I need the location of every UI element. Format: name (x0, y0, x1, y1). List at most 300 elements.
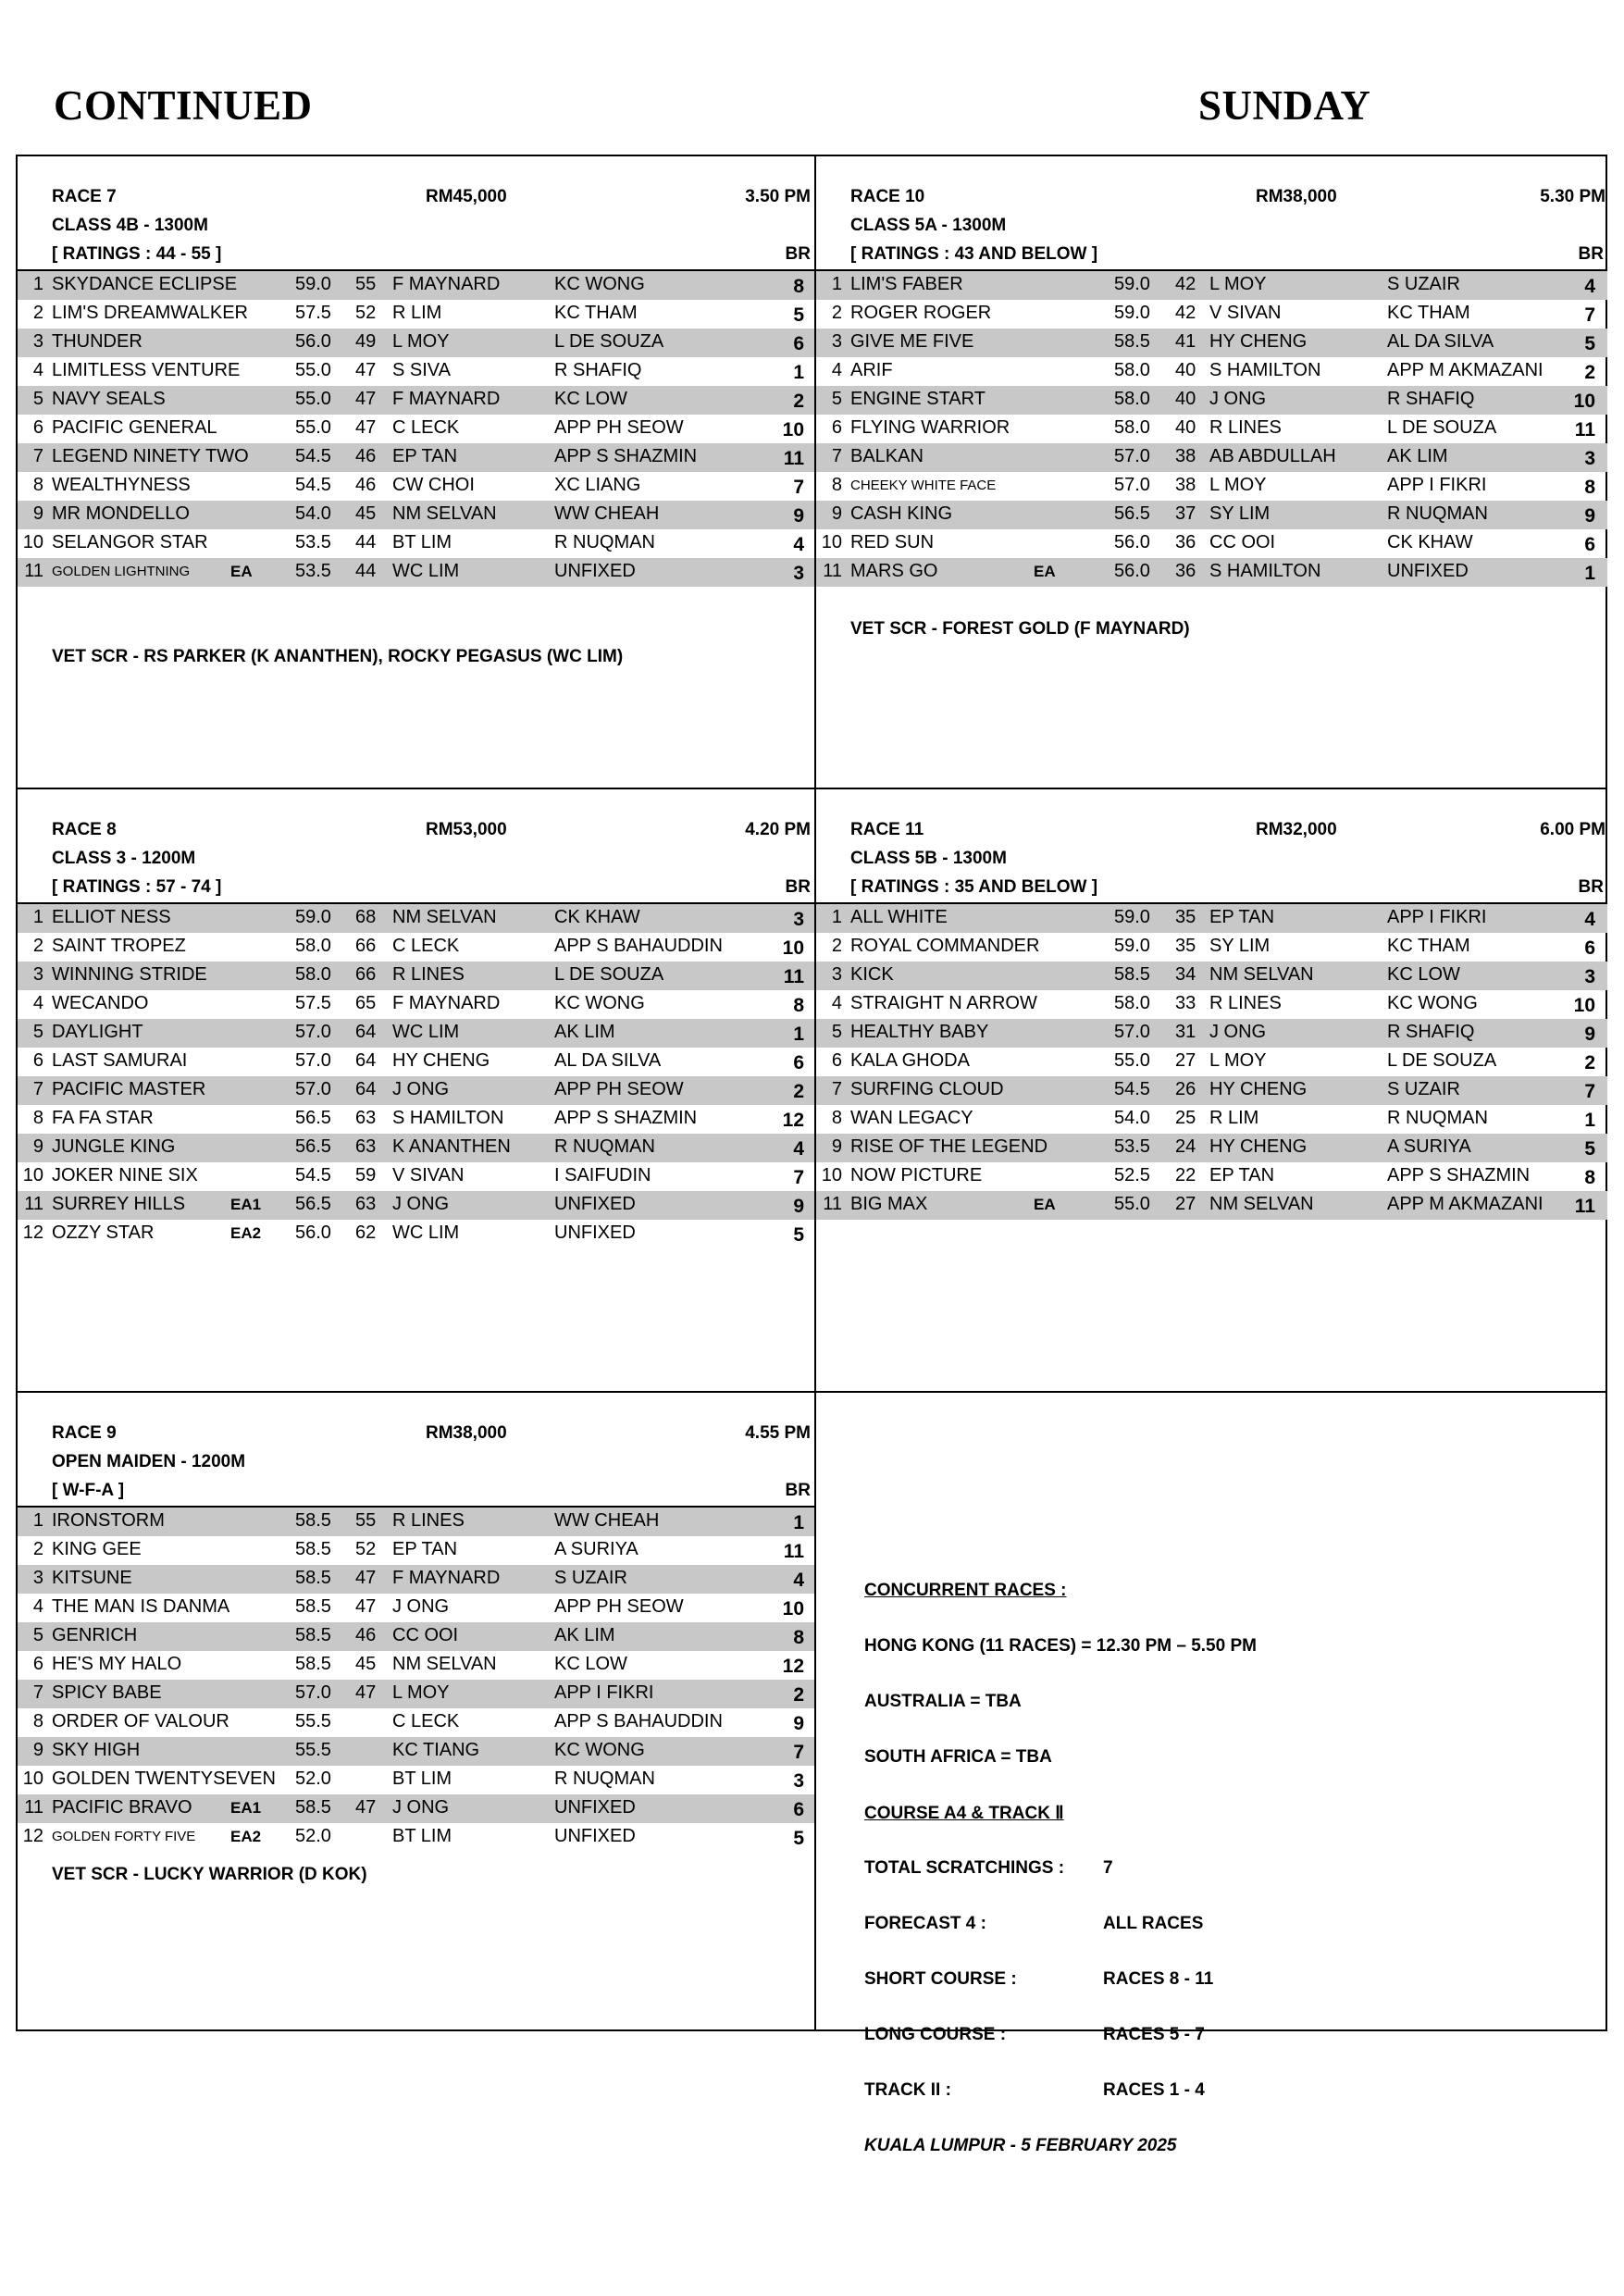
handicap-weight: 57.0 (295, 1050, 331, 1071)
concurrent-races-heading: CONCURRENT RACES : (864, 1581, 1067, 1600)
runner-number: 5 (32, 1625, 43, 1645)
race-ratings: [ RATINGS : 57 - 74 ] (52, 877, 222, 897)
runner-row (18, 300, 814, 329)
handicap-weight: 59.0 (1114, 936, 1150, 956)
barrier-draw: 9 (793, 505, 804, 527)
entry-alert-tag: EA (230, 563, 253, 580)
barrier-draw: 2 (1584, 362, 1595, 383)
runner-number: 11 (24, 1797, 43, 1818)
runner-row (816, 443, 1607, 472)
runner-number: 4 (831, 993, 842, 1013)
horse-name: GIVE ME FIVE (850, 331, 974, 352)
runner-row (18, 1823, 814, 1852)
horse-rating: 41 (1175, 331, 1196, 352)
jockey-name: J ONG (392, 1194, 450, 1214)
runner-number: 5 (831, 1022, 842, 1042)
handicap-weight: 57.0 (295, 1682, 331, 1703)
race-prize: RM32,000 (1256, 820, 1337, 839)
barrier-draw: 10 (1573, 995, 1595, 1016)
jockey-name: R LIM (392, 303, 442, 323)
handicap-weight: 57.0 (1114, 1022, 1150, 1042)
runner-row (816, 1076, 1607, 1105)
handicap-weight: 57.0 (1114, 446, 1150, 466)
trainer-name: R NUQMAN (554, 1136, 655, 1157)
barrier-draw: 11 (1574, 1196, 1595, 1217)
horse-name: ROGER ROGER (850, 303, 992, 323)
barrier-draw: 4 (793, 1570, 804, 1591)
handicap-weight: 54.5 (295, 1165, 331, 1185)
trainer-name: APP S SHAZMIN (554, 1108, 698, 1128)
handicap-weight: 57.5 (295, 303, 331, 323)
handicap-weight: 56.5 (295, 1108, 331, 1128)
horse-name: DAYLIGHT (52, 1022, 143, 1042)
handicap-weight: 58.0 (295, 936, 331, 956)
handicap-weight: 58.5 (295, 1539, 331, 1559)
barrier-column-label: BR (785, 1481, 811, 1500)
trainer-name: R SHAFIQ (1387, 1022, 1475, 1042)
horse-name: BIG MAX (850, 1194, 928, 1214)
jockey-name: L MOY (392, 331, 450, 352)
horse-rating: 46 (355, 446, 377, 466)
horse-name: GENRICH (52, 1625, 138, 1645)
runner-list (18, 1506, 814, 1852)
horse-rating: 34 (1175, 964, 1196, 985)
horse-name: IRONSTORM (52, 1510, 165, 1531)
barrier-draw: 1 (1584, 563, 1595, 584)
runner-row (18, 386, 814, 415)
race-number: RACE 11 (850, 820, 924, 839)
long-course-value: RACES 5 - 7 (1103, 2025, 1205, 2044)
horse-rating: 65 (355, 993, 377, 1013)
runner-number: 8 (32, 1108, 43, 1128)
runner-number: 9 (32, 503, 43, 524)
long-course-label: LONG COURSE : (864, 2025, 1007, 2044)
handicap-weight: 52.0 (295, 1826, 331, 1846)
runner-number: 4 (32, 1596, 43, 1617)
race-time: 3.50 PM (745, 187, 811, 206)
header-continued: CONTINUED (54, 82, 313, 129)
trainer-name: S UZAIR (1387, 274, 1460, 294)
trainer-name: APP PH SEOW (554, 417, 684, 438)
race-prize: RM53,000 (426, 820, 507, 839)
horse-name: LIM'S DREAMWALKER (52, 303, 249, 323)
barrier-draw: 7 (793, 1742, 804, 1763)
runner-row (18, 962, 814, 990)
runner-number: 11 (24, 1194, 43, 1214)
handicap-weight: 53.5 (1114, 1136, 1150, 1157)
handicap-weight: 57.5 (295, 993, 331, 1013)
runner-number: 5 (32, 389, 43, 409)
runner-number: 6 (32, 417, 43, 438)
course-track-line: COURSE A4 & TRACK Ⅱ (864, 1804, 1064, 1823)
horse-name: GOLDEN LIGHTNING (52, 564, 191, 579)
runner-row (816, 558, 1607, 587)
barrier-draw: 10 (782, 937, 804, 959)
runner-number: 9 (32, 1740, 43, 1760)
horse-name: FLYING WARRIOR (850, 417, 1010, 438)
barrier-draw: 12 (782, 1656, 804, 1677)
horse-name: LIMITLESS VENTURE (52, 360, 241, 380)
runner-row (18, 558, 814, 587)
info-panel (816, 1393, 1607, 2155)
horse-rating: 55 (355, 274, 377, 294)
horse-rating: 40 (1175, 417, 1196, 438)
horse-name: HEALTHY BABY (850, 1022, 989, 1042)
trainer-name: R NUQMAN (1387, 503, 1488, 524)
horse-rating: 68 (355, 907, 377, 927)
horse-rating: 40 (1175, 389, 1196, 409)
runner-number: 4 (831, 360, 842, 380)
runner-row (18, 990, 814, 1019)
handicap-weight: 56.0 (1114, 532, 1150, 552)
trainer-name: S UZAIR (1387, 1079, 1460, 1099)
trainer-name: UNFIXED (1387, 561, 1469, 581)
handicap-weight: 59.0 (1114, 303, 1150, 323)
track-label: TRACK II : (864, 2080, 951, 2100)
jockey-name: S HAMILTON (392, 1108, 504, 1128)
trainer-name: KC THAM (1387, 936, 1470, 956)
barrier-draw: 3 (793, 1770, 804, 1792)
jockey-name: NM SELVAN (392, 503, 497, 524)
runner-number: 12 (22, 1826, 43, 1846)
handicap-weight: 55.0 (1114, 1050, 1150, 1071)
jockey-name: S SIVA (392, 360, 451, 380)
runner-number: 11 (823, 1194, 842, 1214)
barrier-draw: 3 (1584, 966, 1595, 987)
runner-number: 4 (32, 360, 43, 380)
entry-alert-tag: EA1 (230, 1196, 262, 1213)
barrier-draw: 3 (793, 909, 804, 930)
trainer-name: UNFIXED (554, 561, 636, 581)
runner-row (18, 529, 814, 558)
trainer-name: APP M AKMAZANI (1387, 1194, 1543, 1214)
trainer-name: L DE SOUZA (554, 331, 664, 352)
horse-name: PACIFIC GENERAL (52, 417, 217, 438)
handicap-weight: 54.0 (1114, 1108, 1150, 1128)
handicap-weight: 55.0 (295, 389, 331, 409)
jockey-name: CC OOI (392, 1625, 459, 1645)
trainer-name: APP I FIKRI (1387, 907, 1487, 927)
jockey-name: EP TAN (1209, 907, 1275, 927)
jockey-name: NM SELVAN (1209, 964, 1314, 985)
horse-name: WAN LEGACY (850, 1108, 973, 1128)
horse-name: LAST SAMURAI (52, 1050, 188, 1071)
barrier-column-label: BR (1578, 244, 1604, 264)
trainer-name: KC WONG (1387, 993, 1478, 1013)
trainer-name: A SURIYA (1387, 1136, 1471, 1157)
race-number: RACE 7 (52, 187, 117, 206)
trainer-name: KC WONG (554, 274, 645, 294)
runner-row (18, 1105, 814, 1134)
horse-rating: 66 (355, 964, 377, 985)
barrier-draw: 5 (1584, 1138, 1595, 1160)
runner-number: 6 (32, 1654, 43, 1674)
trainer-name: KC WONG (554, 993, 645, 1013)
runner-number: 7 (831, 446, 842, 466)
trainer-name: KC THAM (554, 303, 638, 323)
horse-rating: 31 (1175, 1022, 1196, 1042)
handicap-weight: 57.0 (295, 1079, 331, 1099)
race-class: CLASS 3 - 1200M (52, 849, 196, 868)
jockey-name: F MAYNARD (392, 274, 501, 294)
handicap-weight: 58.5 (295, 1797, 331, 1818)
horse-name: ENGINE START (850, 389, 986, 409)
race-number: RACE 10 (850, 187, 925, 206)
horse-name: ROYAL COMMANDER (850, 936, 1040, 956)
jockey-name: J ONG (1209, 389, 1267, 409)
jockey-name: HY CHENG (1209, 1136, 1308, 1157)
runner-number: 12 (22, 1222, 43, 1243)
trainer-name: CK KHAW (1387, 532, 1473, 552)
trainer-name: KC LOW (1387, 964, 1460, 985)
horse-name: NAVY SEALS (52, 389, 166, 409)
handicap-weight: 56.5 (295, 1194, 331, 1214)
runner-number: 8 (32, 1711, 43, 1731)
runner-number: 8 (831, 1108, 842, 1128)
jockey-name: NM SELVAN (392, 907, 497, 927)
horse-name: MR MONDELLO (52, 503, 190, 524)
horse-rating: 64 (355, 1050, 377, 1071)
handicap-weight: 55.0 (295, 360, 331, 380)
barrier-draw: 7 (1584, 1081, 1595, 1102)
trainer-name: KC THAM (1387, 303, 1470, 323)
entry-alert-tag: EA (1034, 563, 1056, 580)
jockey-name: SY LIM (1209, 936, 1271, 956)
horse-name: KALA GHODA (850, 1050, 970, 1071)
horse-rating: 66 (355, 936, 377, 956)
jockey-name: J ONG (392, 1797, 450, 1818)
race-ratings: [ RATINGS : 44 - 55 ] (52, 244, 222, 264)
runner-number: 3 (831, 331, 842, 352)
trainer-name: L DE SOUZA (1387, 417, 1497, 438)
handicap-weight: 56.5 (1114, 503, 1150, 524)
barrier-draw: 8 (793, 276, 804, 297)
barrier-draw: 2 (793, 391, 804, 412)
horse-name: RISE OF THE LEGEND (850, 1136, 1048, 1157)
runner-row (816, 1162, 1607, 1191)
runner-row (18, 1191, 814, 1220)
horse-rating: 63 (355, 1194, 377, 1214)
runner-row (18, 329, 814, 357)
race-header (816, 187, 1607, 216)
barrier-draw: 9 (793, 1196, 804, 1217)
race-time: 4.20 PM (745, 820, 811, 839)
jockey-name: F MAYNARD (392, 389, 501, 409)
racecard-grid (16, 155, 1607, 2155)
runner-number: 10 (22, 1165, 43, 1185)
barrier-draw: 1 (1584, 1110, 1595, 1131)
jockey-name: C LECK (392, 1711, 460, 1731)
handicap-weight: 55.5 (295, 1740, 331, 1760)
trainer-name: WW CHEAH (554, 1510, 660, 1531)
vet-scratching-note: VET SCR - RS PARKER (K ANANTHEN), ROCKY PEGASUS (WC LIM) (52, 647, 624, 666)
trainer-name: R SHAFIQ (554, 360, 642, 380)
trainer-name: APP I FIKRI (1387, 475, 1487, 495)
trainer-name: R NUQMAN (1387, 1108, 1488, 1128)
horse-rating: 35 (1175, 936, 1196, 956)
jockey-name: CC OOI (1209, 532, 1276, 552)
horse-rating: 63 (355, 1108, 377, 1128)
horse-name: RED SUN (850, 532, 935, 552)
runner-row (18, 1680, 814, 1708)
short-course-label: SHORT COURSE : (864, 1969, 1017, 1989)
barrier-draw: 3 (793, 563, 804, 584)
jockey-name: F MAYNARD (392, 1568, 501, 1588)
jockey-name: S HAMILTON (1209, 561, 1321, 581)
runner-row (816, 1191, 1607, 1220)
runner-row (18, 1622, 814, 1651)
jockey-name: EP TAN (392, 446, 458, 466)
race-9-panel (18, 1393, 814, 2031)
horse-rating: 46 (355, 475, 377, 495)
jockey-name: EP TAN (392, 1539, 458, 1559)
race-time: 6.00 PM (1540, 820, 1605, 839)
runner-list (18, 902, 814, 1248)
horse-rating: 52 (355, 1539, 377, 1559)
handicap-weight: 53.5 (295, 561, 331, 581)
handicap-weight: 53.5 (295, 532, 331, 552)
trainer-name: APP I FIKRI (554, 1682, 654, 1703)
race-11-panel (816, 789, 1607, 1391)
trainer-name: APP PH SEOW (554, 1596, 684, 1617)
entry-alert-tag: EA2 (230, 1224, 262, 1242)
trainer-name: I SAIFUDIN (554, 1165, 651, 1185)
runner-number: 6 (831, 417, 842, 438)
race-7-panel (18, 156, 814, 788)
runner-row (18, 1766, 814, 1794)
horse-name: LIM'S FABER (850, 274, 963, 294)
runner-number: 1 (32, 1510, 43, 1531)
runner-number: 1 (831, 907, 842, 927)
horse-name: WINNING STRIDE (52, 964, 207, 985)
jockey-name: EP TAN (1209, 1165, 1275, 1185)
race-prize: RM38,000 (426, 1423, 507, 1443)
runner-row (18, 501, 814, 529)
hong-kong-line: HONG KONG (11 RACES) = 12.30 PM – 5.50 PM (864, 1636, 1257, 1656)
header-day: SUNDAY (1198, 82, 1371, 129)
barrier-draw: 11 (783, 966, 804, 987)
handicap-weight: 55.5 (295, 1711, 331, 1731)
race-ratings: [ RATINGS : 35 AND BELOW ] (850, 877, 1098, 897)
handicap-weight: 55.0 (1114, 1194, 1150, 1214)
runner-row (816, 990, 1607, 1019)
jockey-name: K ANANTHEN (392, 1136, 511, 1157)
barrier-draw: 6 (1584, 937, 1595, 959)
handicap-weight: 58.5 (295, 1596, 331, 1617)
race-time: 4.55 PM (745, 1423, 811, 1443)
horse-rating: 47 (355, 389, 377, 409)
barrier-draw: 6 (793, 1799, 804, 1820)
trainer-name: UNFIXED (554, 1194, 636, 1214)
forecast-label: FORECAST 4 : (864, 1914, 986, 1933)
barrier-draw: 10 (782, 1598, 804, 1620)
runner-number: 2 (32, 936, 43, 956)
barrier-draw: 4 (1584, 909, 1595, 930)
runner-number: 3 (831, 964, 842, 985)
entry-alert-tag: EA1 (230, 1799, 262, 1817)
entry-alert-tag: EA (1034, 1196, 1056, 1213)
vet-scratching-note: VET SCR - FOREST GOLD (F MAYNARD) (850, 619, 1190, 639)
handicap-weight: 58.0 (1114, 417, 1150, 438)
trainer-name: APP S SHAZMIN (554, 446, 698, 466)
horse-rating: 45 (355, 503, 377, 524)
handicap-weight: 58.5 (295, 1654, 331, 1674)
runner-number: 2 (32, 303, 43, 323)
runner-row (816, 271, 1607, 300)
horse-name: GOLDEN FORTY FIVE (52, 1829, 196, 1844)
horse-rating: 47 (355, 1596, 377, 1617)
horse-name: ALL WHITE (850, 907, 948, 927)
jockey-name: BT LIM (392, 532, 452, 552)
jockey-name: HY CHENG (1209, 331, 1308, 352)
barrier-draw: 9 (1584, 505, 1595, 527)
horse-rating: 27 (1175, 1194, 1196, 1214)
runner-row (18, 1708, 814, 1737)
barrier-draw: 2 (1584, 1052, 1595, 1074)
race-number: RACE 9 (52, 1423, 117, 1443)
horse-rating: 26 (1175, 1079, 1196, 1099)
barrier-draw: 9 (793, 1713, 804, 1734)
trainer-name: AK LIM (554, 1625, 615, 1645)
jockey-name: BT LIM (392, 1826, 452, 1846)
handicap-weight: 54.0 (295, 503, 331, 524)
jockey-name: CW CHOI (392, 475, 475, 495)
australia-line: AUSTRALIA = TBA (864, 1692, 1022, 1711)
trainer-name: UNFIXED (554, 1826, 636, 1846)
runner-number: 11 (823, 561, 842, 581)
horse-rating: 55 (355, 1510, 377, 1531)
handicap-weight: 59.0 (1114, 907, 1150, 927)
runner-number: 11 (24, 561, 43, 581)
runner-number: 2 (831, 936, 842, 956)
horse-rating: 47 (355, 417, 377, 438)
handicap-weight: 58.0 (295, 964, 331, 985)
barrier-draw: 8 (1584, 477, 1595, 498)
track-value: RACES 1 - 4 (1103, 2080, 1205, 2100)
barrier-draw: 8 (1584, 1167, 1595, 1188)
trainer-name: R SHAFIQ (1387, 389, 1475, 409)
runner-number: 3 (32, 964, 43, 985)
horse-name: SAINT TROPEZ (52, 936, 186, 956)
jockey-name: S HAMILTON (1209, 360, 1321, 380)
race-header (816, 820, 1607, 849)
jockey-name: SY LIM (1209, 503, 1271, 524)
jockey-name: J ONG (392, 1596, 450, 1617)
runner-row (816, 904, 1607, 933)
horse-name: JUNGLE KING (52, 1136, 176, 1157)
horse-rating: 47 (355, 1682, 377, 1703)
runner-row (18, 1536, 814, 1565)
jockey-name: R LINES (1209, 993, 1282, 1013)
jockey-name: BT LIM (392, 1769, 452, 1789)
horse-name: FA FA STAR (52, 1108, 154, 1128)
horse-rating: 36 (1175, 561, 1196, 581)
horse-name: HE'S MY HALO (52, 1654, 182, 1674)
trainer-name: R NUQMAN (554, 532, 655, 552)
horse-name: SURFING CLOUD (850, 1079, 1004, 1099)
handicap-weight: 57.0 (1114, 475, 1150, 495)
runner-number: 1 (32, 907, 43, 927)
jockey-name: J ONG (1209, 1022, 1267, 1042)
jockey-name: HY CHENG (1209, 1079, 1308, 1099)
horse-name: JOKER NINE SIX (52, 1165, 198, 1185)
trainer-name: APP S BAHAUDDIN (554, 936, 723, 956)
horse-rating: 44 (355, 561, 377, 581)
jockey-name: V SIVAN (392, 1165, 465, 1185)
runner-number: 3 (32, 331, 43, 352)
runner-number: 10 (821, 532, 842, 552)
runner-number: 7 (32, 1682, 43, 1703)
